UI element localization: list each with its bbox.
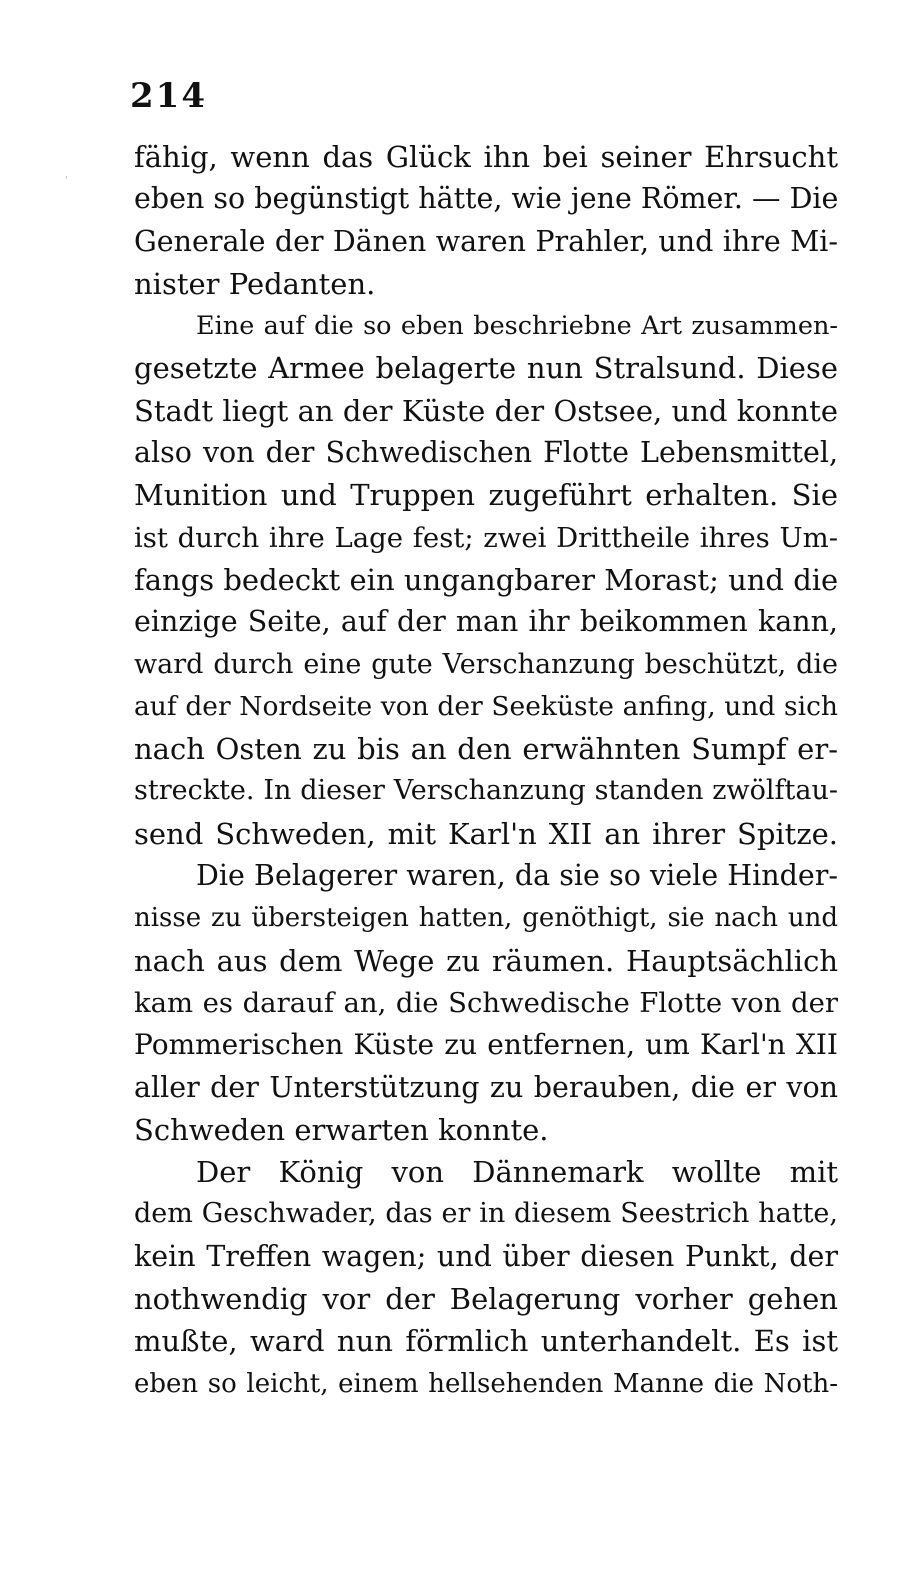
text-line: gesetzte Armee belagerte nun Stralsund. Diese: [134, 351, 838, 386]
text-line: send Schweden, mit Karl'n XII an ihrer Spitze.: [134, 816, 838, 851]
text-line: eben so begünstigt hätte, wie jene Römer. — Die: [134, 182, 838, 216]
text-line: Die Belagerer waren, da sie so viele Hinder-: [196, 859, 838, 893]
text-line: Pommerischen Küste zu entfernen, um Karl'n XII: [134, 1028, 838, 1062]
text-line: einzige Seite, auf der man ihr beikommen kann,: [134, 605, 838, 639]
text-line: fähig, wenn das Glück ihn bei seiner Ehrsucht: [134, 140, 838, 174]
text-line: streckte. In dieser Verschanzung standen zwölftau-: [134, 775, 838, 807]
text-line: nach aus dem Wege zu räumen. Hauptsächlich: [134, 943, 838, 978]
text-line: Schweden erwarten konnte.: [134, 1112, 549, 1147]
text-line: Der König von Dännemark wollte mit: [196, 1155, 838, 1190]
text-line: ist durch ihre Lage fest; zwei Drittheile ihres Um-: [134, 521, 838, 554]
page-number: 214: [130, 76, 207, 116]
text-line: kein Treffen wagen; und über diesen Punkt, der: [134, 1239, 838, 1273]
body-text: [134, 136, 838, 1405]
text-line: kam es darauf an, die Schwedische Flotte von der: [134, 986, 838, 1019]
text-line: also von der Schwedischen Flotte Lebensmittel,: [134, 436, 838, 470]
text-line: nister Pedanten.: [134, 266, 376, 301]
text-line: nach Osten zu bis an den erwähnten Sumpf er-: [134, 732, 838, 767]
margin-speck: [66, 176, 67, 179]
text-line: fangs bedeckt ein ungangbarer Morast; und die: [134, 562, 838, 597]
text-line: aller der Unterstützung zu berauben, die er von: [134, 1070, 838, 1104]
text-line: ward durch eine gute Verschanzung beschützt, die: [134, 648, 838, 680]
text-line: Munition und Truppen zugeführt erhalten. Sie: [134, 478, 838, 513]
text-line: nisse zu übersteigen hatten, genöthigt, sie nach und: [134, 903, 838, 934]
text-line: nothwendig vor der Belagerung vorher gehen: [134, 1282, 838, 1317]
text-line: auf der Nordseite von der Seeküste anfing, und sich: [134, 690, 838, 722]
text-line: eben so leicht, einem hellsehenden Manne die Noth-: [134, 1368, 838, 1399]
text-line: Stadt liegt an der Küste der Ostsee, und konnte: [134, 393, 838, 428]
text-line: mußte, ward nun förmlich unterhandelt. Es ist: [134, 1324, 838, 1359]
text-line: dem Geschwader, das er in diesem Seestrich hatte,: [134, 1198, 838, 1230]
text-line: Eine auf die so eben beschriebne Art zusammen-: [196, 311, 838, 342]
text-line: Generale der Dänen waren Prahler, und ihre Mi-: [134, 224, 838, 258]
